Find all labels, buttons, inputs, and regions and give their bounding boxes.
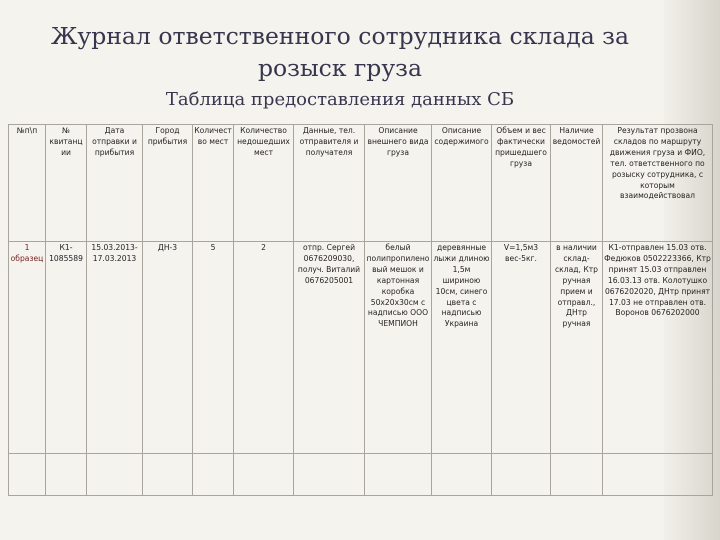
column-header: № квитанции — [46, 125, 87, 242]
table-cell: 5 — [193, 242, 234, 454]
table-row — [9, 242, 713, 454]
column-header: Результат прозвона складов по маршруту движения груза и ФИО, тел. ответственного по розыску сотрудника, с которым взаимодействовал — [603, 125, 713, 242]
table-cell-empty — [143, 454, 193, 496]
table-cell-empty — [46, 454, 87, 496]
table-cell-empty — [432, 454, 492, 496]
table-cell: деревянные лыжи длиною 1,5м шириною 10см, синего цвета с надписью Украина — [432, 242, 492, 454]
search-journal-table — [8, 124, 713, 496]
table-cell-empty — [193, 454, 234, 496]
table-cell: V=1,5м3 вес-5кг. — [492, 242, 551, 454]
table-cell: 2 — [234, 242, 294, 454]
page-title: Журнал ответственного сотрудника склада за розыск груза — [50, 22, 630, 82]
table-cell: ДН-3 — [143, 242, 193, 454]
table-cell-empty — [9, 454, 46, 496]
table-cell: белый полипропиленовый мешок и картонная коробка 50х20х30см с надписью ООО ЧЕМПИОН — [365, 242, 432, 454]
table-cell: К1-отправлен 15.03 отв. Федюков 0502223366, Ктр принят 15.03 отправлен 16.03.13 отв. Колотушко 0676202020, ДНтр принят 17.03 не отправлен отв. Воронов 0676202000 — [603, 242, 713, 454]
table-cell-empty — [492, 454, 551, 496]
table-cell: отпр. Сергей 0676209030, получ. Виталий 0676205001 — [294, 242, 365, 454]
column-header: Описание содержимого — [432, 125, 492, 242]
column-header: Количество недошедших мест — [234, 125, 294, 242]
table-cell-empty — [87, 454, 143, 496]
table-cell-empty — [365, 454, 432, 496]
table-cell: 1 образец — [9, 242, 46, 454]
column-header: Дата отправки и прибытия — [87, 125, 143, 242]
column-header: Описание внешнего вида груза — [365, 125, 432, 242]
column-header: Объем и вес фактически пришедшего груза — [492, 125, 551, 242]
table-cell: 15.03.2013-17.03.2013 — [87, 242, 143, 454]
table-cell-empty — [294, 454, 365, 496]
table-cell-empty — [234, 454, 294, 496]
table-cell-empty — [603, 454, 713, 496]
table-row-empty — [9, 454, 713, 496]
table-cell: в наличии склад-склад, Ктр ручная прием и отправл., ДНтр ручная — [551, 242, 603, 454]
table-cell: К1-1085589 — [46, 242, 87, 454]
column-header: №п\п — [9, 125, 46, 242]
column-header: Данные, тел. отправителя и получателя — [294, 125, 365, 242]
column-header: Город прибытия — [143, 125, 193, 242]
table-header-row — [9, 125, 713, 242]
table-cell-empty — [551, 454, 603, 496]
column-header: Наличие ведомостей — [551, 125, 603, 242]
page-subtitle: Таблица предоставления данных СБ — [165, 89, 515, 110]
column-header: Количество мест — [193, 125, 234, 242]
